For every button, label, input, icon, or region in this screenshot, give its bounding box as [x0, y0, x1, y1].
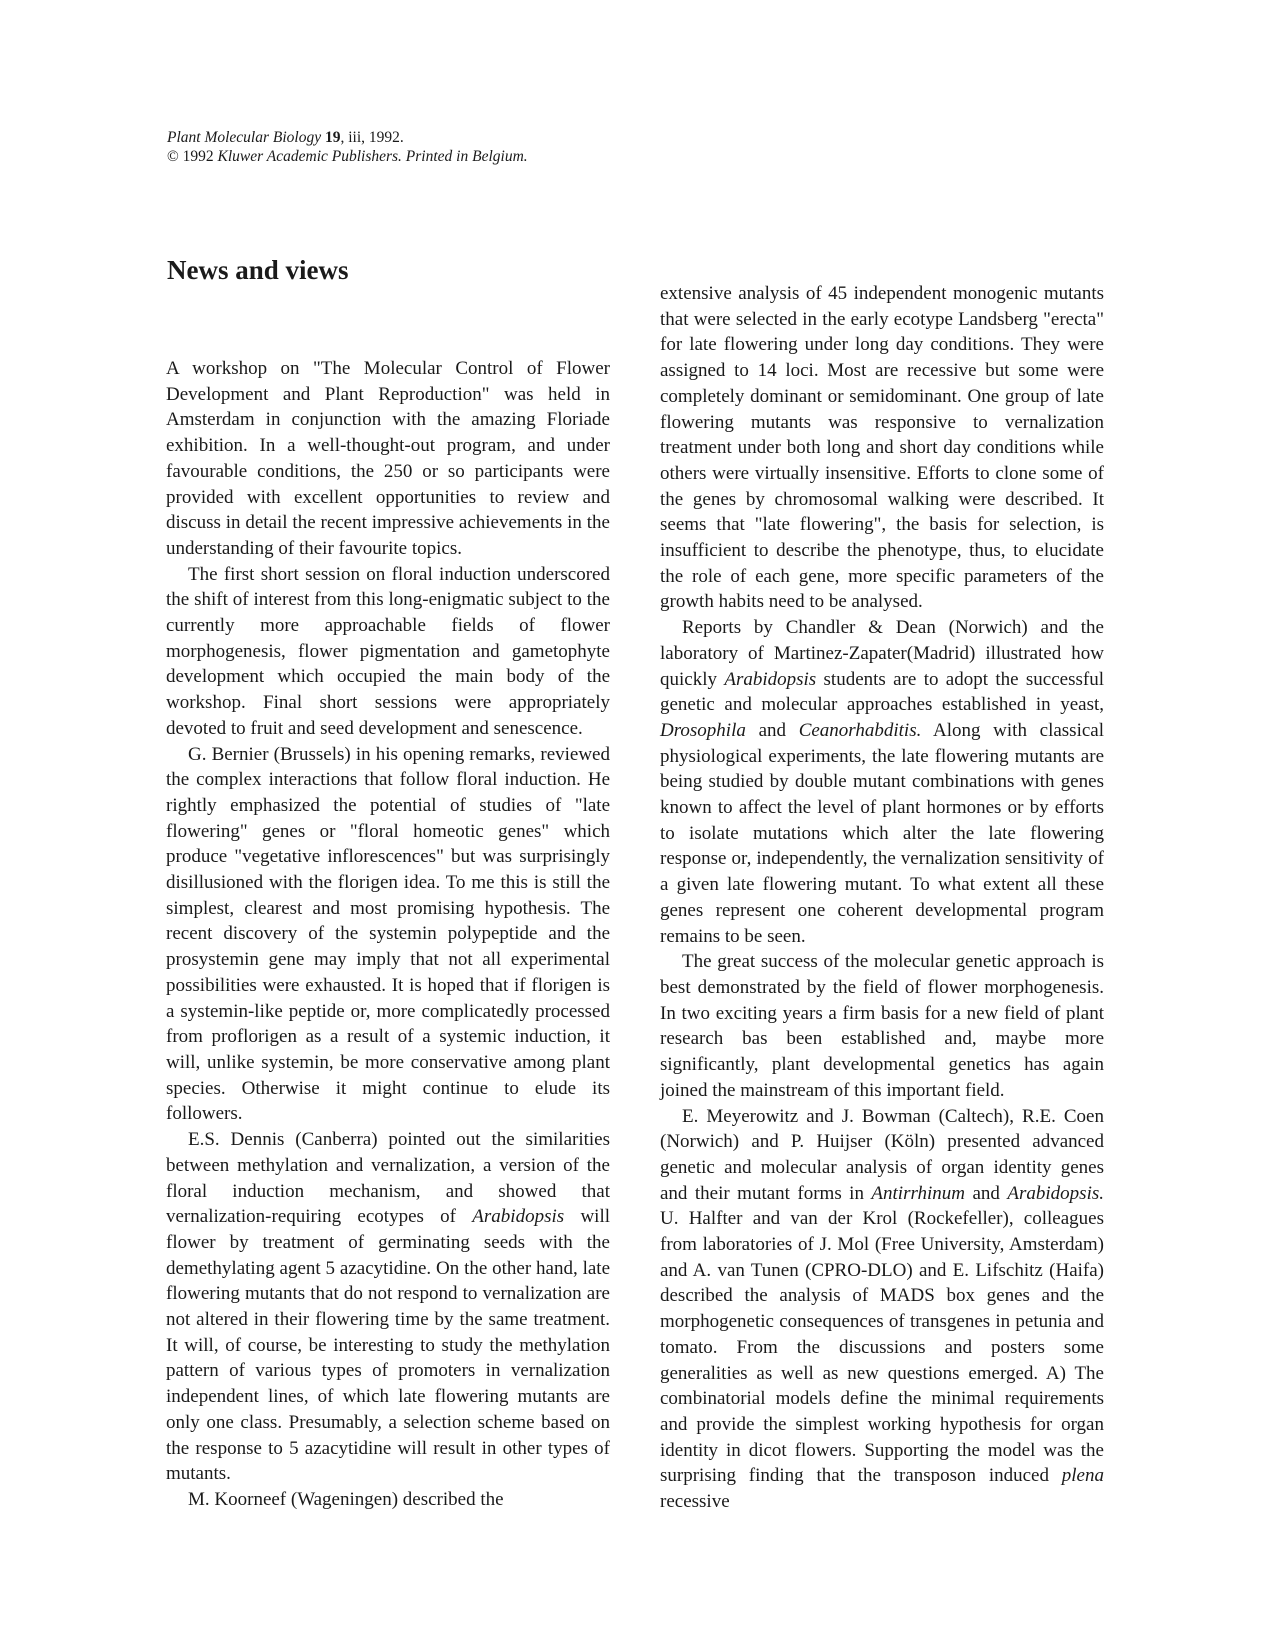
journal-volume: 19 — [324, 129, 341, 146]
publisher-notice: Kluwer Academic Publishers. Printed in Belgium. — [217, 148, 528, 165]
text-span: Reports by Chandler & Dean (Norwich) and the laboratory of Martinez-Zapater(Madrid) illustrated how quickly — [660, 617, 1104, 690]
journal-issue-year: , iii, 1992. — [340, 129, 404, 146]
text-span: E. Meyerowitz and J. Bowman (Caltech), R.E. Coen (Norwich) and P. Huijser (Köln) presented advanced genetic and molecular analysis of organ identity genes and their mutant forms in — [660, 1105, 1104, 1204]
species-name: Arabidopsis — [724, 668, 817, 690]
paragraph: A workshop on "The Molecular Control of Flower Development and Plant Reproduction" was held in Amsterdam in conjunction with the amazing Floriade exhibition. In a well-thought-out program, and under favourable conditions, the 250 or so participants were provided with excellent opportunities to review and discuss in detail the recent impressive achievements in the understanding of their favourite topics. — [166, 358, 610, 559]
journal-citation-line — [167, 128, 528, 147]
text-span: E.S. Dennis (Canberra) pointed out the similarities between methylation and vernalization, a version of the floral induction mechanism, and showed that vernalization-requiring ecotypes of — [166, 1129, 610, 1228]
right-column — [660, 281, 1104, 1515]
text-span: and — [965, 1182, 1008, 1204]
section-title: News and views — [167, 255, 349, 285]
text-span: recessive — [660, 1491, 730, 1513]
paragraph — [166, 1127, 610, 1487]
species-name: Arabidopsis. — [1007, 1182, 1104, 1204]
species-name: Drosophila — [660, 719, 746, 741]
paragraph — [660, 615, 1104, 949]
journal-name: Plant Molecular Biology — [167, 129, 322, 146]
journal-header — [167, 128, 528, 166]
paragraph: The first short session on floral induction underscored the shift of interest from this long-enigmatic subject to the currently more approachable fields of flower morphogenesis, flower pigmentation and gametophyte development which occupied the main body of the workshop. Final short sessions were appropriately devoted to fruit and seed development and senescence. — [166, 563, 610, 739]
paragraph: The great success of the molecular genetic approach is best demonstrated by the field of flower morphogenesis. In two exciting years a firm basis for a new field of plant research bas been established and, maybe more significantly, plant developmental genetics has again joined the mainstream of this important field. — [660, 951, 1104, 1101]
paragraph: extensive analysis of 45 independent monogenic mutants that were selected in the early ecotype Landsberg "erecta" for late flowering under long day conditions. They were assigned to 14 loci. Most are recessive but some were completely dominant or semidominant. One group of late flowering mutants was responsive to vernalization treatment under both long and short day conditions while others were virtually insensitive. Efforts to clone some of the genes by chromosomal walking were described. It seems that "late flowering", the basis for selection, is insufficient to describe the phenotype, thus, to elucidate the role of each gene, more specific parameters of the growth habits need to be analysed. — [660, 283, 1104, 613]
species-name: Antirrhinum — [871, 1182, 966, 1204]
copyright-line — [167, 147, 528, 166]
species-name: Ceanorhabditis. — [798, 719, 922, 741]
text-span: students are to adopt the successful genetic and molecular approaches established in yeast, — [660, 668, 1105, 716]
text-span: and — [745, 719, 799, 741]
text-span: U. Halfter and van der Krol (Rockefeller), colleagues from laboratories of J. Mol (Free University, Amsterdam) and A. van Tunen (CPRO-DLO) and E. Lifschitz (Haifa) described the analysis of MADS box genes and the morphogenetic consequences of transgenes in petunia and tomato. From the discussions and posters some generalities as well as new questions emerged. A) The combinatorial models define the minimal requirements and provide the simplest working hypothesis for organ identity in dicot flowers. Supporting the model was the surprising finding that the transposon induced — [660, 1208, 1104, 1487]
paragraph: G. Bernier (Brussels) in his opening remarks, reviewed the complex interactions that follow floral induction. He rightly emphasized the potential of studies of "late flowering" genes or "floral homeotic genes" which produce "vegetative inflorescences" but was surprisingly disillusioned with the florigen idea. To me this is still the simplest, clearest and most promising hypothesis. The recent discovery of the systemin polypeptide and the prosystemin gene may imply that not all experimental possibilities were exhausted. It is hoped that if florigen is a systemin-like peptide or, more complicatedly processed from proflorigen as a result of a systemic induction, it will, unlike systemin, be more conservative among plant species. Otherwise it might continue to elude its followers. — [166, 743, 610, 1125]
gene-name: plena — [1061, 1465, 1104, 1487]
text-span: will flower by treatment of germinating seeds with the demethylating agent 5 azacytidine. On the other hand, late flowering mutants that do not respond to vernalization are not altered in their flowering time by the same treatment. It will, of course, be interesting to study the methylation pattern of various types of promoters in vernalization independent lines, of which late flowering mutants are only one class. Presumably, a selection scheme based on the response to 5 azacytidine will result in other types of mutants. — [166, 1206, 610, 1485]
left-column — [166, 356, 610, 1513]
paragraph: M. Koorneef (Wageningen) described the — [188, 1488, 504, 1510]
species-name: Arabidopsis — [472, 1206, 565, 1228]
copyright-notice: © 1992 — [167, 148, 214, 165]
text-span: Along with classical physiological experiments, the late flowering mutants are being studied by double mutant combinations with genes known to affect the level of plant hormones or by efforts to isolate mutations which alter the late flowering response or, independently, the vernalization sensitivity of a given late flowering mutant. To what extent all these genes represent one coherent developmental program remains to be seen. — [660, 719, 1105, 947]
paragraph — [660, 1104, 1104, 1515]
